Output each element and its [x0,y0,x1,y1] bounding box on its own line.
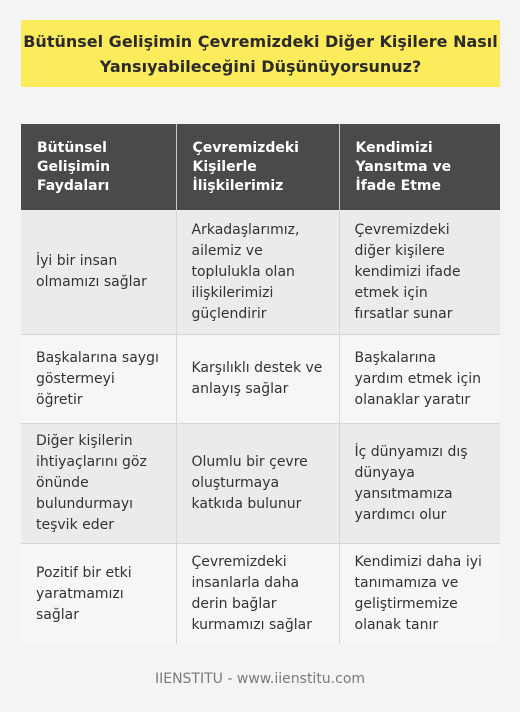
table-cell: Çevremizdeki insanlarla daha derin bağlar kurmamızı sağlar [176,544,339,645]
table-cell: Arkadaşlarımız, ailemiz ve toplulukla olan ilişkilerimizi güçlendirir [176,210,339,335]
table-cell: Başkalarına yardım etmek için olanaklar yaratır [339,335,500,424]
table-cell: Olumlu bir çevre oluşturmaya katkıda bulunur [176,424,339,544]
table-header-row [21,124,500,210]
table-cell: Kendimizi daha iyi tanımamıza ve geliştirmemize olanak tanır [339,544,500,645]
table-row [21,210,500,335]
table-cell: Diğer kişilerin ihtiyaçlarını göz önünde bulundurmayı teşvik eder [21,424,176,544]
table-cell: Pozitif bir etki yaratmamızı sağlar [21,544,176,645]
table-cell: Karşılıklı destek ve anlayış sağlar [176,335,339,424]
column-header: Çevremizdeki Kişilerle İlişkilerimiz [176,124,339,210]
table-row [21,544,500,645]
table-cell: Çevremizdeki diğer kişilere kendimizi ifade etmek için fırsatlar sunar [339,210,500,335]
page-title: Bütünsel Gelişimin Çevremizdeki Diğer Kişilere Nasıl Yansıyabileceğini Düşünüyorsunuz? [23,31,498,76]
comparison-table [21,124,500,644]
table-cell: Başkalarına saygı göstermeyi öğretir [21,335,176,424]
table-row [21,335,500,424]
table-row [21,424,500,544]
footer-credit: IIENSTITU - www.iienstitu.com [154,671,366,687]
column-header: Bütünsel Gelişimin Faydaları [21,124,176,210]
table-cell: İyi bir insan olmamızı sağlar [21,210,176,335]
title-banner [21,20,500,87]
column-header: Kendimizi Yansıtma ve İfade Etme [339,124,500,210]
table-cell: İç dünyamızı dış dünyaya yansıtmamıza yardımcı olur [339,424,500,544]
